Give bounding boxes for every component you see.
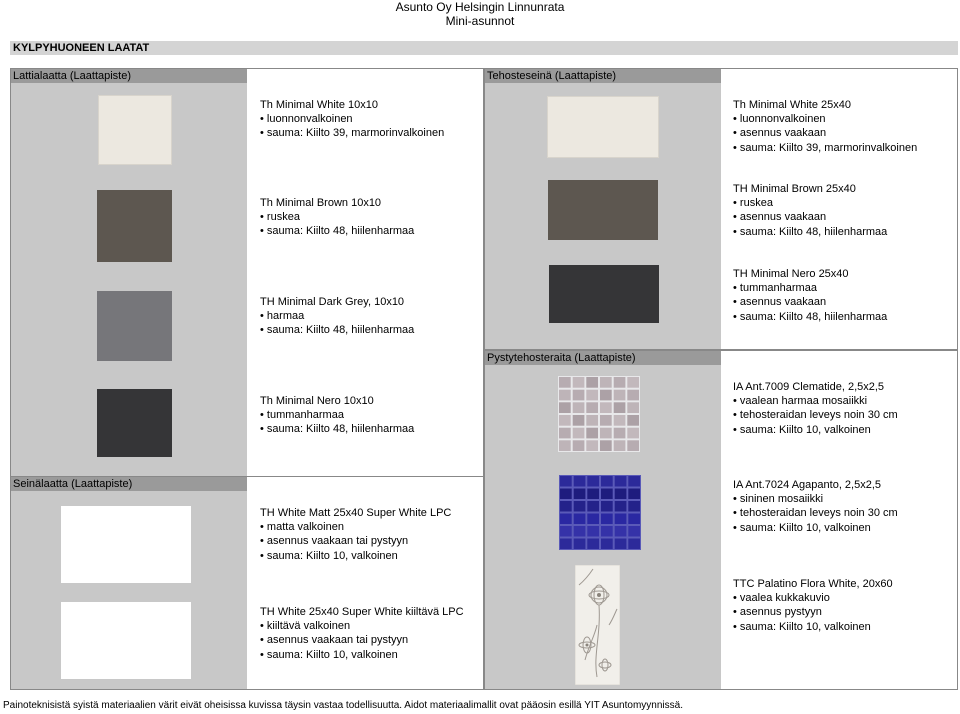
mosaic-tile <box>614 390 626 401</box>
mosaic-tile <box>627 415 639 426</box>
tile-title: TH White Matt 25x40 Super White LPC <box>260 507 452 519</box>
mosaic-tile <box>615 476 627 487</box>
tile-description <box>260 196 414 239</box>
tile-detail: • luonnonvalkoinen <box>733 112 917 126</box>
floor-tiles-header <box>11 69 247 83</box>
mosaic-tile <box>573 377 585 388</box>
tile-detail: • sininen mosaiikki <box>733 492 898 506</box>
tile-detail: • sauma: Kiilto 39, marmorinvalkoinen <box>733 141 917 155</box>
tile-detail: • vaalea kukkakuvio <box>733 591 893 605</box>
mosaic-tile <box>574 526 586 537</box>
mosaic-swatch-agapanto <box>559 475 641 550</box>
mosaic-tile <box>586 415 598 426</box>
tile-title: TH Minimal Nero 25x40 <box>733 268 849 280</box>
mosaic-tile <box>559 415 571 426</box>
mosaic-tile <box>586 390 598 401</box>
tile-detail: • sauma: Kiilto 48, hiilenharmaa <box>733 310 887 324</box>
section-title: KYLPYHUONEEN LAATAT <box>13 42 150 54</box>
mosaic-tile <box>587 476 599 487</box>
tile-detail: • sauma: Kiilto 48, hiilenharmaa <box>260 422 414 436</box>
mosaic-tile <box>627 390 639 401</box>
mosaic-tile <box>600 440 612 451</box>
mosaic-tile <box>600 415 612 426</box>
tile-description <box>260 506 451 563</box>
mosaic-tile <box>560 489 572 500</box>
mosaic-tile <box>628 489 640 500</box>
mosaic-tile <box>601 539 613 550</box>
tile-description <box>733 182 887 239</box>
accent-wall-label: Tehosteseinä (Laattapiste) <box>487 70 617 82</box>
tile-swatch-minimal-brown-25x40 <box>548 180 658 240</box>
tile-detail: • asennus vaakaan <box>733 210 887 224</box>
mosaic-tile <box>614 377 626 388</box>
mosaic-tile <box>587 526 599 537</box>
mosaic-tile <box>573 390 585 401</box>
mosaic-tile <box>586 428 598 439</box>
mosaic-tile <box>574 489 586 500</box>
document-subtitle: Mini-asunnot <box>445 14 515 28</box>
tile-detail: • ruskea <box>733 196 887 210</box>
document-title: Asunto Oy Helsingin Linnunrata <box>395 0 565 14</box>
mosaic-tile <box>601 501 613 512</box>
tile-detail: • asennus vaakaan <box>733 126 917 140</box>
mosaic-tile <box>614 440 626 451</box>
tile-detail: • sauma: Kiilto 48, hiilenharmaa <box>260 224 414 238</box>
tile-detail: • tummanharmaa <box>733 281 887 295</box>
mosaic-tile <box>614 402 626 413</box>
tile-detail: • luonnonvalkoinen <box>260 112 444 126</box>
tile-detail: • sauma: Kiilto 10, valkoinen <box>260 648 464 662</box>
mosaic-tile <box>574 539 586 550</box>
flower-center <box>597 593 601 597</box>
mosaic-tile <box>614 428 626 439</box>
mosaic-tile <box>601 514 613 525</box>
tile-title: Th Minimal Brown 10x10 <box>260 197 382 209</box>
vertical-strip-label: Pystytehosteraita (Laattapiste) <box>487 352 636 364</box>
mosaic-tile <box>628 514 640 525</box>
mosaic-swatch-clematide <box>558 376 640 452</box>
tile-detail: • tummanharmaa <box>260 408 414 422</box>
mosaic-tile <box>615 489 627 500</box>
tile-swatch-minimal-white-10x10 <box>98 95 172 165</box>
tile-title: IA Ant.7024 Agapanto, 2,5x2,5 <box>733 479 882 491</box>
flower-center <box>586 644 589 647</box>
mosaic-tile <box>573 402 585 413</box>
tile-title: TH Minimal Dark Grey, 10x10 <box>260 296 405 308</box>
mosaic-tile <box>600 377 612 388</box>
mosaic-tile <box>586 377 598 388</box>
wall-tiles-label: Seinälaatta (Laattapiste) <box>13 478 133 490</box>
tile-detail: • sauma: Kiilto 10, valkoinen <box>733 423 898 437</box>
mosaic-tile <box>586 440 598 451</box>
tile-detail: • asennus vaakaan <box>733 295 887 309</box>
mosaic-tile <box>600 402 612 413</box>
mosaic-tile <box>574 476 586 487</box>
tile-detail: • kiiltävä valkoinen <box>260 619 464 633</box>
mosaic-tile <box>573 440 585 451</box>
tile-detail: • matta valkoinen <box>260 520 451 534</box>
mosaic-tile <box>559 390 571 401</box>
section-header <box>10 41 958 55</box>
mosaic-tile <box>628 526 640 537</box>
tile-detail: • harmaa <box>260 309 414 323</box>
tile-description <box>260 98 444 141</box>
mosaic-tile <box>559 440 571 451</box>
tile-swatch-white-glossy-25x40 <box>61 602 191 679</box>
mosaic-tile <box>600 428 612 439</box>
tile-title: Th Minimal White 10x10 <box>260 99 378 111</box>
tile-description <box>733 478 898 535</box>
vertical-strip-header <box>485 351 721 365</box>
tile-description <box>733 267 887 324</box>
footer-disclaimer: Painoteknisistä syistä materiaalien värit eivät oheisissa kuvissa täysin vastaa todellisuutta. Aidot materiaalimallit ovat pääosin esillä YIT Asuntomyynnissä. <box>3 700 683 711</box>
mosaic-tile <box>615 539 627 550</box>
mosaic-tile <box>627 402 639 413</box>
mosaic-tile <box>628 539 640 550</box>
tile-detail: • tehosteraidan leveys noin 30 cm <box>733 506 898 520</box>
mosaic-tile <box>627 440 639 451</box>
tile-detail: • vaalean harmaa mosaiikki <box>733 394 898 408</box>
mosaic-tile <box>559 377 571 388</box>
tile-detail: • asennus vaakaan tai pystyyn <box>260 534 451 548</box>
mosaic-tile <box>615 526 627 537</box>
mosaic-tile <box>601 526 613 537</box>
tile-swatch-white-matt-25x40 <box>61 506 191 583</box>
mosaic-tile <box>560 514 572 525</box>
mosaic-tile <box>560 476 572 487</box>
tile-detail: • sauma: Kiilto 10, valkoinen <box>733 521 898 535</box>
mosaic-tile <box>560 501 572 512</box>
wall-tiles-header <box>11 477 247 491</box>
tile-detail: • sauma: Kiilto 48, hiilenharmaa <box>733 225 887 239</box>
tile-swatch-minimal-white-25x40 <box>547 96 659 158</box>
tile-description <box>260 295 414 338</box>
tile-detail: • ruskea <box>260 210 414 224</box>
tile-detail: • sauma: Kiilto 10, valkoinen <box>733 620 893 634</box>
mosaic-tile <box>587 514 599 525</box>
mosaic-tile <box>574 514 586 525</box>
mosaic-tile <box>587 489 599 500</box>
mosaic-tile <box>627 377 639 388</box>
mosaic-tile <box>601 476 613 487</box>
mosaic-tile <box>628 501 640 512</box>
floor-tiles-label: Lattialaatta (Laattapiste) <box>13 70 132 82</box>
tile-swatch-minimal-brown-10x10 <box>97 190 172 262</box>
tile-title: Th Minimal Nero 10x10 <box>260 395 374 407</box>
tile-detail: • tehosteraidan leveys noin 30 cm <box>733 408 898 422</box>
mosaic-tile <box>573 415 585 426</box>
tile-detail: • sauma: Kiilto 48, hiilenharmaa <box>260 323 414 337</box>
mosaic-tile <box>559 428 571 439</box>
mosaic-tile <box>615 514 627 525</box>
tile-swatch-minimal-nero-10x10 <box>97 389 172 457</box>
tile-description <box>733 577 893 634</box>
tile-description <box>733 380 898 437</box>
mosaic-tile <box>573 428 585 439</box>
decor-swatch-palatino-flora <box>575 565 620 685</box>
tile-detail: • sauma: Kiilto 10, valkoinen <box>260 549 451 563</box>
tile-title: TTC Palatino Flora White, 20x60 <box>733 578 893 590</box>
accent-wall-header <box>485 69 721 83</box>
tile-description <box>733 98 917 155</box>
tile-swatch-minimal-nero-25x40 <box>549 265 659 323</box>
mosaic-tile <box>614 415 626 426</box>
tile-detail: • asennus vaakaan tai pystyyn <box>260 633 464 647</box>
mosaic-tile <box>560 539 572 550</box>
tile-swatch-minimal-dark-grey-10x10 <box>97 291 172 361</box>
tile-title: IA Ant.7009 Clematide, 2,5x2,5 <box>733 381 885 393</box>
mosaic-tile <box>600 390 612 401</box>
tile-detail: • sauma: Kiilto 39, marmorinvalkoinen <box>260 126 444 140</box>
mosaic-tile <box>560 526 572 537</box>
mosaic-tile <box>615 501 627 512</box>
tile-detail: • asennus pystyyn <box>733 605 893 619</box>
mosaic-tile <box>587 539 599 550</box>
mosaic-tile <box>628 476 640 487</box>
mosaic-tile <box>587 501 599 512</box>
mosaic-tile <box>574 501 586 512</box>
tile-description <box>260 394 414 437</box>
mosaic-tile <box>601 489 613 500</box>
tile-description <box>260 605 464 662</box>
mosaic-tile <box>559 402 571 413</box>
tile-title: TH White 25x40 Super White kiiltävä LPC <box>260 606 464 618</box>
tile-title: TH Minimal Brown 25x40 <box>733 183 856 195</box>
mosaic-tile <box>627 428 639 439</box>
mosaic-tile <box>586 402 598 413</box>
tile-title: Th Minimal White 25x40 <box>733 99 851 111</box>
